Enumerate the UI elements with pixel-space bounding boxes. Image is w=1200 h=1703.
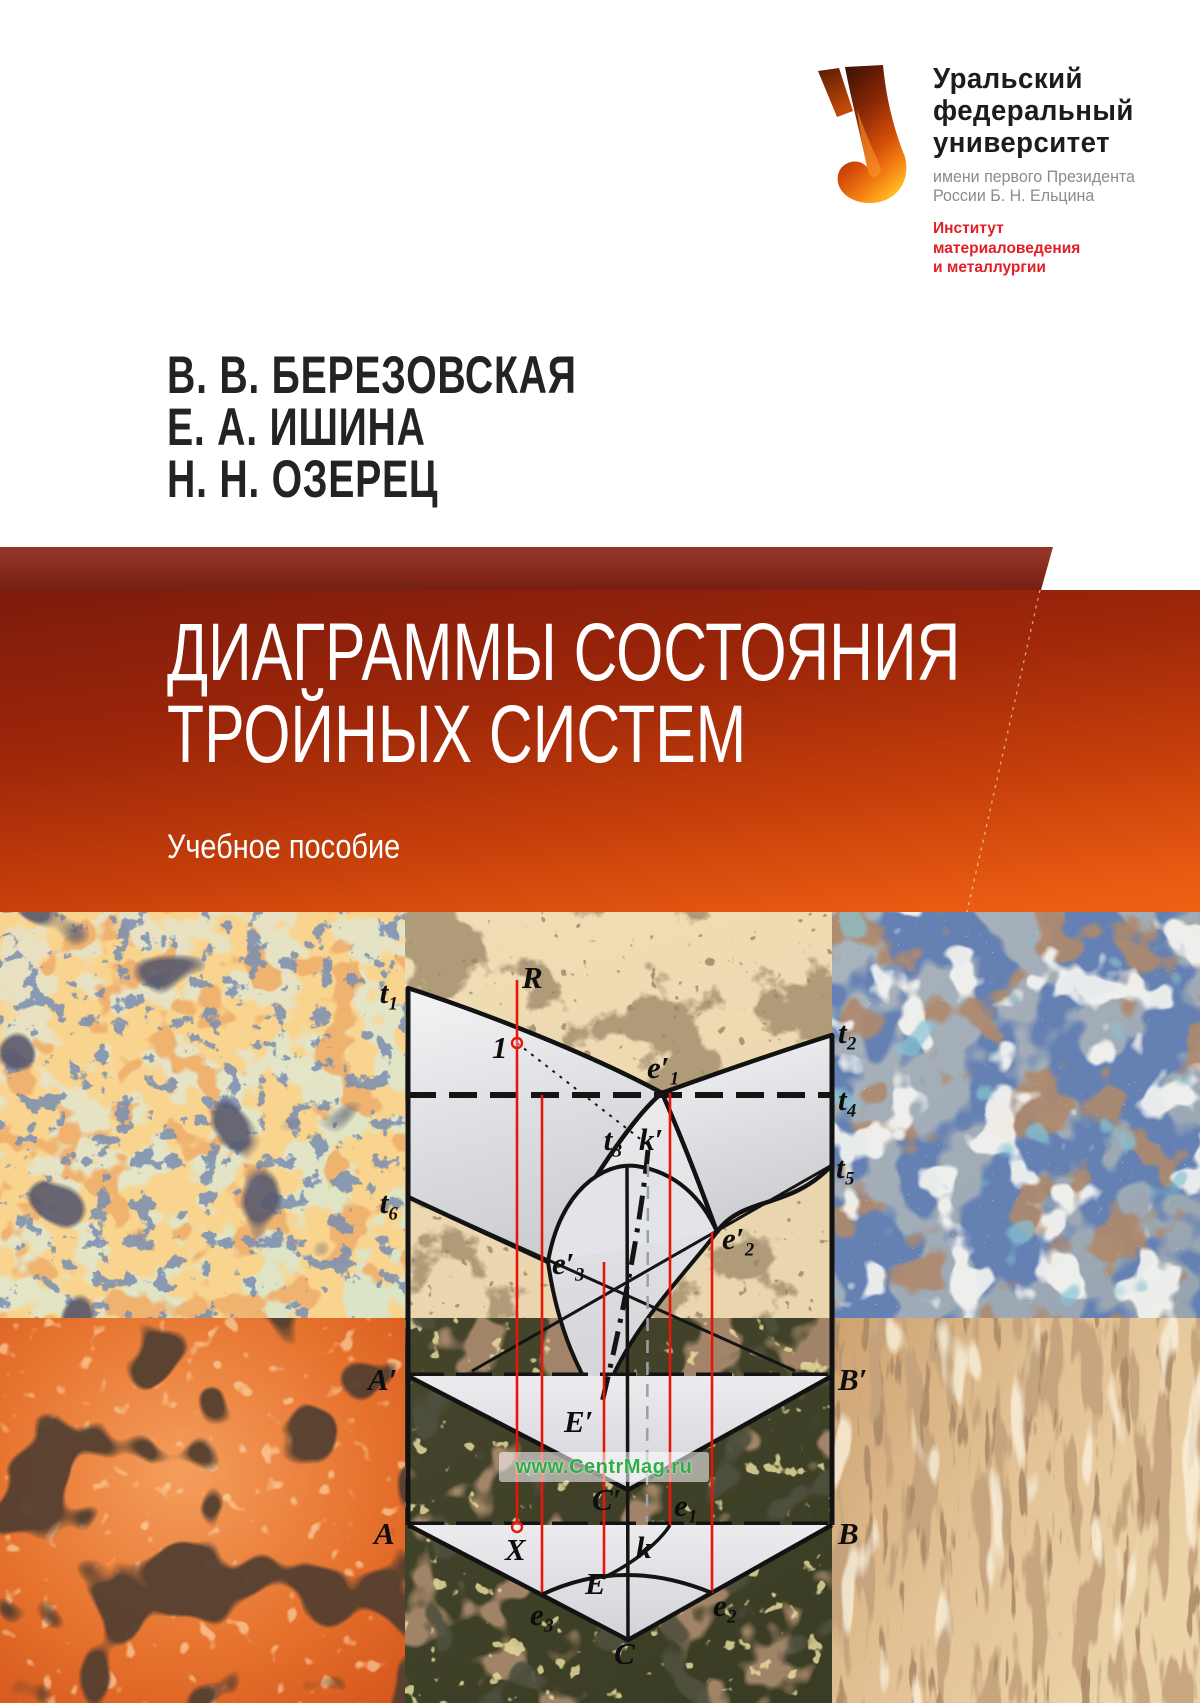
- university-name-line: университет: [933, 127, 1111, 159]
- diagram-label-t1: t₁: [379, 975, 399, 1010]
- diagram-bottom-triangle: [408, 1525, 832, 1640]
- book-title-line2: ТРОЙНЫХ СИСТЕМ: [167, 689, 747, 780]
- author-name: В. В. БЕРЕЗОВСКАЯ: [167, 346, 577, 405]
- diagram-point-X-marker: [512, 1522, 522, 1532]
- diagram-label-E: E: [585, 1566, 606, 1601]
- diagram-label-t6: t₆: [379, 1185, 399, 1220]
- watermark-text: www.CentrMag.ru: [515, 1455, 693, 1478]
- diagram-label-e1prime: e′₁: [647, 1050, 681, 1085]
- ternary-phase-diagram: [0, 912, 1200, 1703]
- book-title: [167, 607, 1200, 780]
- university-subtitle-line: России Б. Н. Ельцина: [933, 187, 1095, 205]
- book-title-line1: ДИАГРАММЫ СОСТОЯНИЯ: [167, 607, 961, 698]
- diagram-label-B: B: [838, 1516, 859, 1551]
- author-name: Н. Н. ОЗЕРЕЦ: [167, 450, 439, 509]
- diagram-label-e3prime: e′₃: [552, 1246, 586, 1281]
- diagram-center-axis: [627, 1164, 628, 1640]
- diagram-label-Eprime: E′: [564, 1404, 594, 1439]
- diagram-label-R: R: [522, 960, 543, 995]
- diagram-label-Aprime: A′: [368, 1362, 398, 1397]
- institute-line: и металлургии: [933, 259, 1046, 276]
- diagram-label-t2: t₂: [838, 1015, 858, 1050]
- diagram-label-e3: e₃: [530, 1597, 555, 1632]
- diagram-label-e1: e₁: [674, 1488, 699, 1523]
- university-name-line: федеральный: [933, 95, 1134, 127]
- diagram-label-e2: e₂: [713, 1588, 738, 1623]
- diagram-point-1-marker: [512, 1038, 522, 1048]
- diagram-label-X: X: [505, 1532, 526, 1567]
- diagram-label-t3: t₃: [603, 1122, 623, 1157]
- diagram-label-1: 1: [492, 1030, 508, 1065]
- university-name-line: Уральский: [933, 63, 1083, 95]
- book-subtitle: Учебное пособие: [167, 828, 401, 866]
- diagram-label-C: C: [614, 1636, 635, 1671]
- diagram-label-A: A: [374, 1516, 395, 1551]
- institute-line: Институт: [933, 220, 1004, 237]
- diagram-label-Cprime: C′: [592, 1482, 622, 1517]
- authors-block: [167, 346, 721, 509]
- diagram-label-t4: t₄: [838, 1082, 858, 1117]
- diagram-label-t5: t₅: [836, 1150, 856, 1185]
- diagram-label-kprime: k′: [639, 1122, 664, 1157]
- diagram-label-e2prime: e′₂: [722, 1221, 756, 1256]
- banner-top-strip: [0, 547, 1053, 590]
- institute-line: материаловедения: [933, 239, 1081, 257]
- watermark: [499, 1452, 709, 1482]
- ufu-flame-logo-icon: [815, 65, 915, 205]
- university-subtitle-line: имени первого Президента: [933, 168, 1135, 186]
- author-name: Е. А. ИШИНА: [167, 398, 426, 457]
- diagram-label-k: k: [636, 1530, 652, 1565]
- diagram-label-Bprime: B′: [838, 1362, 868, 1397]
- university-logo: [815, 55, 1175, 285]
